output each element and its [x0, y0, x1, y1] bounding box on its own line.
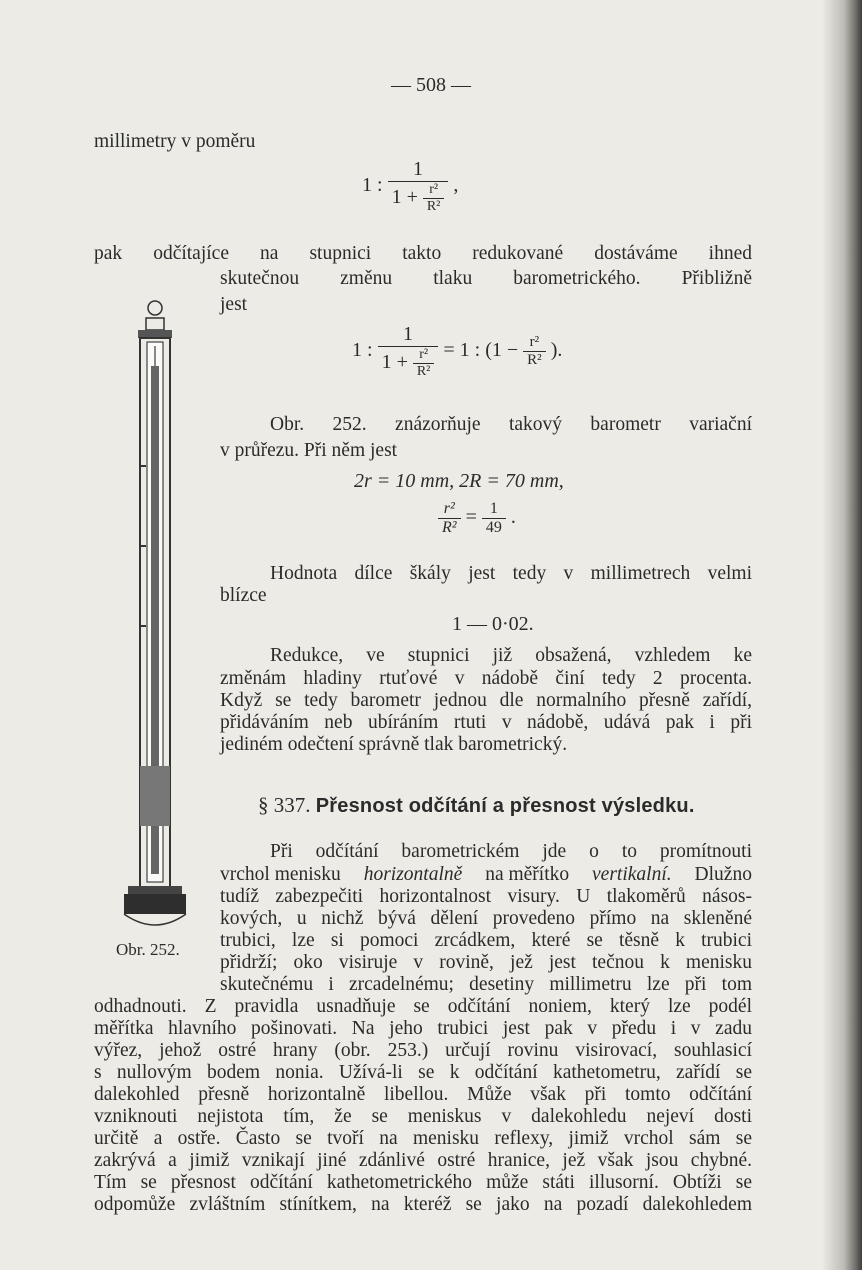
- formula-2-inner-num: r²: [413, 347, 435, 364]
- section-title: Přesnost odčítání a přesnost výsledku.: [315, 795, 695, 817]
- text-line: přidrží; oko visiruje v rovině, jež jest tečnou k menisku: [220, 952, 752, 973]
- text-fragment: na měřítko: [485, 864, 570, 885]
- text-line: změnám hladiny rtuťové v nádobě činí tedy 2 procenta.: [220, 668, 752, 689]
- text-line: Když se tedy barometr jednou dle normalního přesně zařídí,: [220, 690, 752, 711]
- section-number: § 337.: [258, 793, 311, 817]
- text-line: blízce: [220, 585, 267, 606]
- formula-4-right-den: 49: [485, 519, 502, 536]
- text-line: trubici, lze si pomoci zrcádkem, které se těsně k trubici: [220, 930, 752, 951]
- text-line: jediném odečtení správně tlak barometrický.: [220, 734, 568, 755]
- text-line: s nullovým bodem nonia. Užívá-li se k odčítání kathetometru, zařídí se: [94, 1062, 752, 1083]
- formula-4-tail: .: [510, 506, 516, 529]
- formula-2-inner-den: R²: [416, 364, 431, 379]
- text-line: Tím se přesnost odčítání kathetometrického může státi illusorní. Obtíži se: [94, 1172, 752, 1193]
- formula-2-fraction: [378, 323, 439, 380]
- text-line: výřez, jehož ostré hrany (obr. 253.) určují rovinu visirovací, souhlasicí: [94, 1040, 752, 1061]
- formula-3: 2r = 10 mm, 2R = 70 mm,: [354, 470, 564, 492]
- text-line: Hodnota dílce škály jest tedy v millimetrech velmi: [270, 563, 752, 584]
- section-heading: [258, 793, 695, 818]
- formula-1-inner-den: R²: [426, 199, 441, 214]
- formula-1-fraction: [388, 158, 449, 215]
- formula-2-right-num: r²: [523, 334, 546, 352]
- text-line: měřítka hlavního pošinovati. Na jeho trubici jest pak v předu i v zadu: [94, 1018, 752, 1039]
- italic-term: vertikalní.: [592, 864, 672, 885]
- text-line: millimetry v poměru: [94, 131, 256, 152]
- formula-2-numerator: 1: [378, 323, 439, 347]
- formula-1-tail: ,: [453, 174, 459, 197]
- barometer-figure: [110, 296, 200, 936]
- formula-2-right-den: R²: [527, 352, 542, 368]
- formula-4-left-num: r²: [438, 500, 461, 519]
- formula-4-equals: =: [465, 506, 477, 529]
- formula-4-right-frac: [482, 500, 506, 537]
- formula-1-inner-num: r²: [423, 182, 445, 199]
- formula-5: 1 — 0·02.: [452, 613, 534, 635]
- text-line: kových, u nichž bývá dělení provedeno přímo na skleněné: [220, 908, 752, 929]
- text-line: Obr. 252. znázorňuje takový barometr variační: [270, 414, 752, 435]
- formula-1-prefix: 1 :: [362, 174, 383, 197]
- formula-2-right-frac: [523, 334, 546, 369]
- text-line: skutečnému i zrcadelnému; desetiny millimetru lze při tom: [220, 974, 752, 995]
- text-line: odhadnouti. Z pravidla usnadňuje se odčítání noniem, který lze podél: [94, 996, 752, 1017]
- text-line: jest: [220, 294, 248, 315]
- formula-1-numerator: 1: [388, 158, 449, 182]
- text-fragment: vrchol menisku: [220, 864, 341, 885]
- formula-1-inner-frac: [423, 182, 445, 215]
- figure-caption: Obr. 252.: [116, 940, 180, 959]
- text-line: odpomůže zvláštním stínítkem, na kteréž se jako na pozadí dalekohledem: [94, 1194, 752, 1215]
- italic-term: horizontalně: [363, 864, 463, 885]
- text-line: určitě a ostře. Často se tvoří na menisku reflexy, jimiž vrchol sám se: [94, 1128, 752, 1149]
- formula-4: [438, 500, 516, 537]
- formula-2-denominator: [378, 347, 439, 380]
- text-line: tudíž zabezpečiti horizontalnost visury. U tlakoměrů násos-: [220, 886, 752, 907]
- text-line: pak odčítajíce na stupnici takto redukované dostáváme ihned: [94, 243, 752, 264]
- formula-2-equals: = 1 : (1 −: [443, 339, 519, 362]
- text-line-mixed: [220, 864, 752, 886]
- text-line: zakrývá a jimiž vznikají jiné zdánlivé ostré hranice, jež však jsou chybné.: [94, 1150, 752, 1171]
- formula-2-tail: ).: [550, 339, 563, 362]
- formula-2-prefix: 1 :: [352, 339, 373, 362]
- formula-1-denominator: [388, 182, 449, 215]
- formula-1: [362, 158, 458, 215]
- text-line: vzniknouti nejistota tím, že se meniskus v dalekohledu nejeví dosti: [94, 1106, 752, 1127]
- page-edge-shadow: [822, 0, 862, 1270]
- text-line: dalekohled přesně horizontalně libellou. Může však při tomto odčítání: [94, 1084, 752, 1105]
- formula-2: [352, 323, 562, 380]
- formula-2-inner-frac: [413, 347, 435, 380]
- page-number: — 508 —: [391, 74, 471, 96]
- formula-2-den-a: 1 +: [381, 351, 408, 374]
- text-line: přidáváním neb ubíráním rtuti v nádobě, udává pak i při: [220, 712, 752, 733]
- text-line: Při odčítání barometrickém jde o to promítnouti: [270, 841, 752, 862]
- formula-4-left-frac: [438, 500, 461, 537]
- formula-1-den-a: 1 +: [391, 186, 418, 209]
- formula-4-left-den: R²: [442, 519, 457, 536]
- formula-4-right-num: 1: [482, 500, 506, 519]
- text-line: v průřezu. Při něm jest: [220, 440, 398, 461]
- text-line: Redukce, ve stupnici již obsažená, vzhledem ke: [270, 645, 752, 666]
- text-fragment: Dlužno: [694, 864, 752, 885]
- text-line: skutečnou změnu tlaku barometrického. Přibližně: [220, 268, 752, 289]
